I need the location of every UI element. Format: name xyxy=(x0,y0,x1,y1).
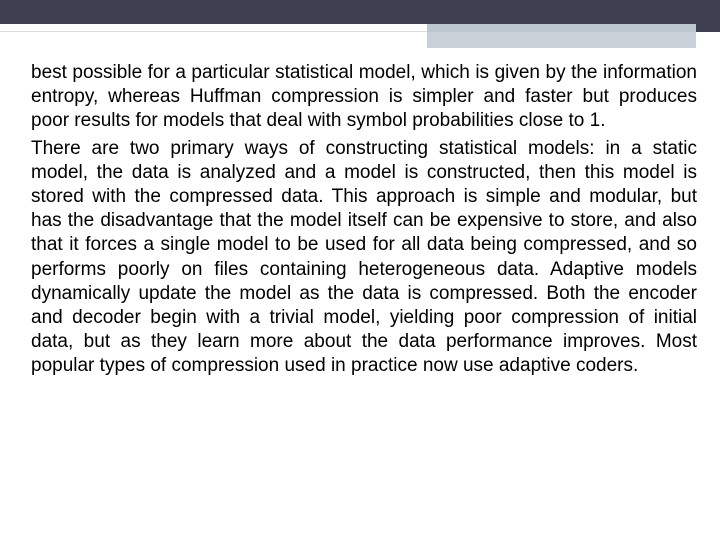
header-accent-line xyxy=(0,24,427,32)
paragraph-1: best possible for a particular statistical model, which is given by the information entropy, whereas Huffman compression is simpler and faster but produces poor results for models that deal with symbol probabilities close to 1. xyxy=(31,62,697,132)
header-bar-corner xyxy=(696,0,720,32)
paragraph-2: There are two primary ways of constructing statistical models: in a static model, the data is analyzed and a model is constructed, then this model is stored with the compressed data. This approach is simple and modular, but has the disadvantage that the model itself can be expensive to store, and also that it forces a single model to be used for all data being compressed, and so performs poorly on files containing heterogeneous data. Adaptive models dynamically update the model as the data is compressed. Both the encoder and decoder begin with a trivial model, yielding poor compression of initial data, but as they learn more about the data performance improves. Most popular types of compression used in practice now use adaptive coders. xyxy=(31,137,697,377)
header-bar xyxy=(0,0,720,24)
slide-body xyxy=(31,61,697,379)
header-accent-shadow xyxy=(427,32,696,48)
